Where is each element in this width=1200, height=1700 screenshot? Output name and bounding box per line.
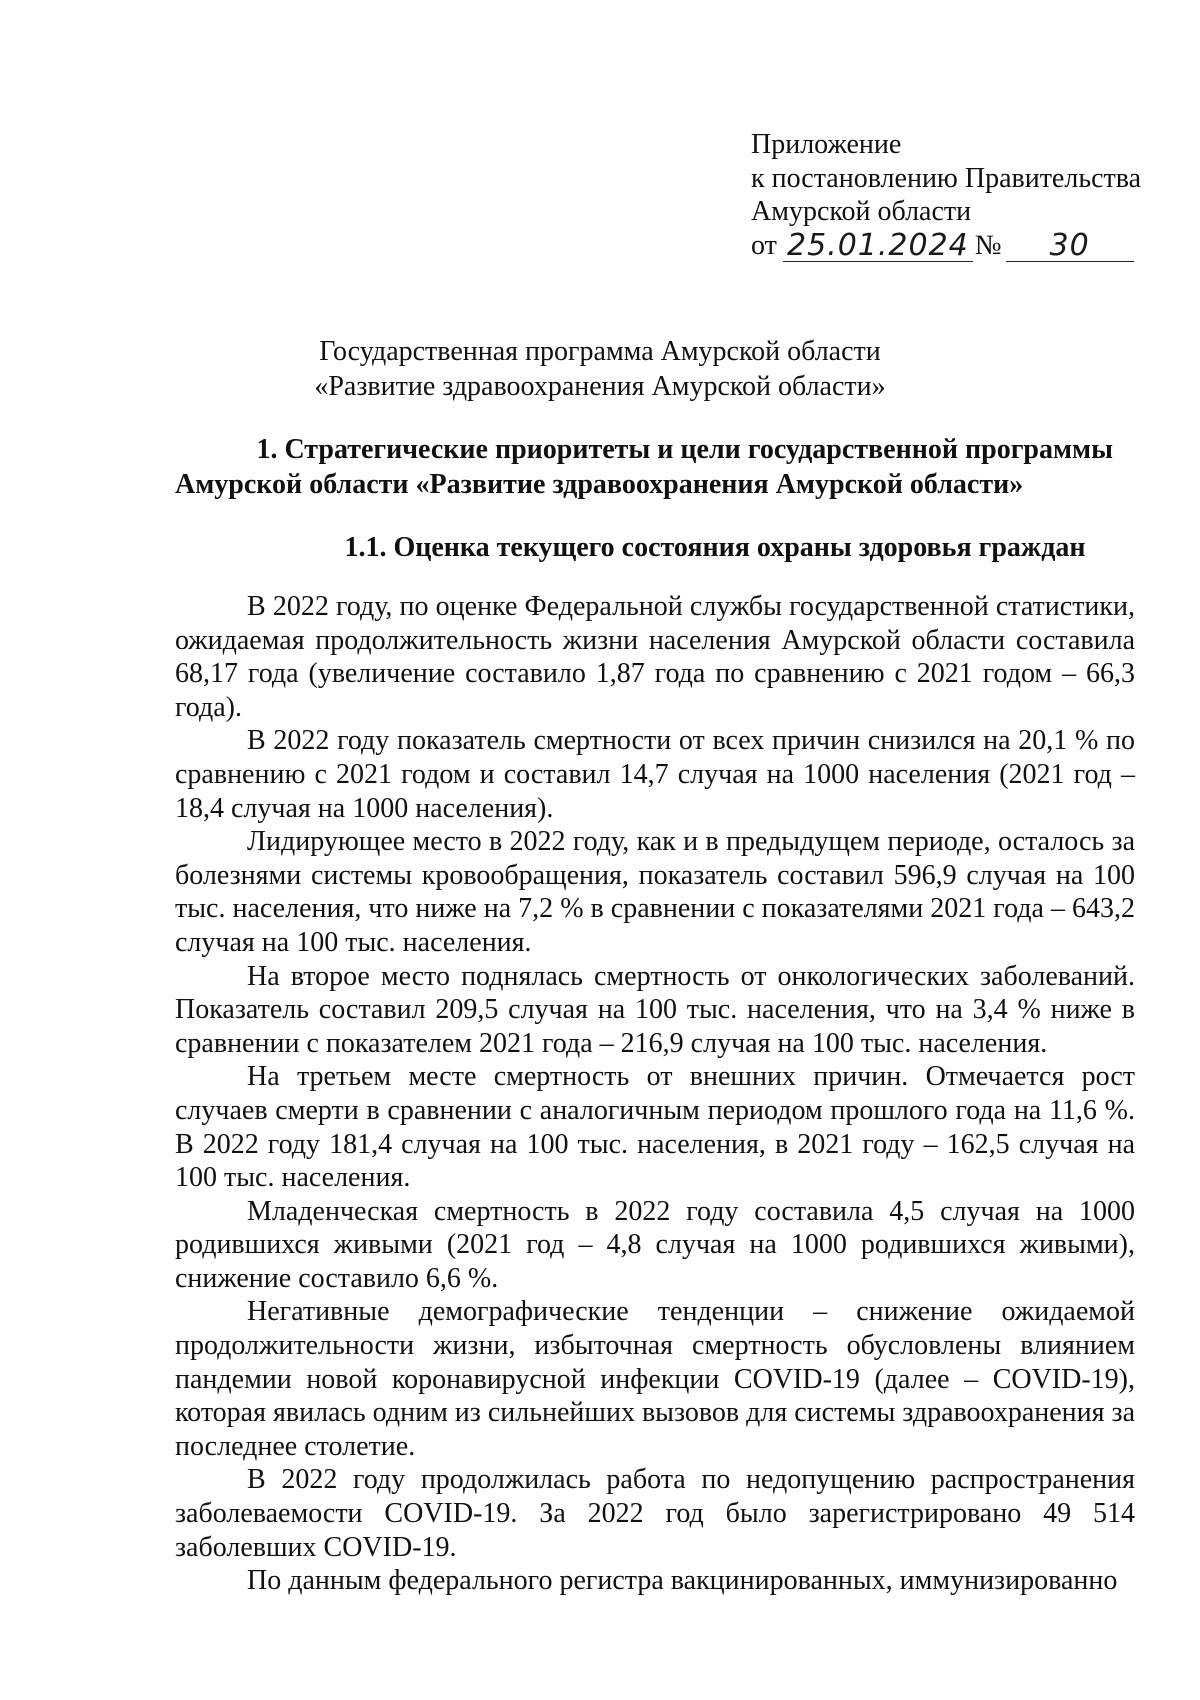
program-title	[0, 334, 1200, 404]
section-heading-line2: Амурской области «Развитие здравоохранения Амурской области»	[175, 469, 1024, 500]
appendix-region-line: Амурской области	[751, 196, 972, 227]
section-heading-line1: 1. Стратегические приоритеты и цели государственной программы	[256, 434, 1113, 465]
handwritten-date: 25.01.2024	[783, 230, 973, 262]
appendix-date-number-line	[751, 229, 1171, 263]
paragraph: В 2022 году продолжилась работа по недопущению распространения заболеваемости COVID-19. За 2022 год было зарегистрировано 49 514 заболевших COVID-19.	[175, 1464, 1135, 1563]
subsection-heading: 1.1. Оценка текущего состояния охраны здоровья граждан	[344, 532, 1086, 563]
paragraph: В 2022 году показатель смертности от всех причин снизился на 20,1 % по сравнению с 2021 годом и составил 14,7 случая на 1000 населения (2021 год – 18,4 случая на 1000 населения).	[175, 725, 1135, 824]
from-prefix: от	[751, 229, 777, 261]
paragraph: Лидирующее место в 2022 году, как и в предыдущем периоде, осталось за болезнями системы кровообращения, показатель составил 596,9 случая на 100 тыс. населения, что ниже на 7,2 % в сравнении с показателями 2021 года – 643,2 случая на 100 тыс. населения.	[175, 826, 1135, 958]
section-heading	[175, 432, 1135, 502]
paragraph: Негативные демографические тенденции – снижение ожидаемой продолжительности жизни, избыточная смертность обусловлены влиянием пандемии новой коронавирусной инфекции COVID-19 (далее – COVID-19), которая явилась одним из сильнейших вызовов для системы здравоохранения за последнее столетие.	[175, 1296, 1135, 1462]
paragraph: На второе место поднялась смертность от онкологических заболеваний. Показатель составил 209,5 случая на 100 тыс. населения, что на 3,4 % ниже в сравнении с показателем 2021 года – 216,9 случая на 100 тыс. населения.	[175, 960, 1135, 1059]
number-sign: №	[974, 229, 1002, 261]
handwritten-number: 30	[1006, 230, 1134, 262]
appendix-block	[751, 128, 1171, 262]
paragraph: По данным федерального регистра вакцинированных, иммунизированно	[247, 1565, 1118, 1597]
paragraph: Младенческая смертность в 2022 году составила 4,5 случая на 1000 родившихся живыми (2021 год – 4,8 случая на 1000 родившихся живыми), снижение составило 6,6 %.	[175, 1195, 1135, 1294]
paragraph: В 2022 году, по оценке Федеральной службы государственной статистики, ожидаемая продолжительность жизни населения Амурской области составила 68,17 года (увеличение составило 1,87 года по сравнению с 2021 годом – 66,3 года).	[175, 591, 1135, 723]
body-text	[175, 590, 1135, 1598]
program-title-line1: Государственная программа Амурской области	[319, 336, 881, 367]
appendix-title: Приложение	[751, 129, 902, 160]
appendix-ref-line: к постановлению Правительства	[751, 162, 1142, 194]
program-title-line2: «Развитие здравоохранения Амурской области»	[314, 371, 886, 402]
paragraph: На третьем месте смертность от внешних причин. Отмечается рост случаев смерти в сравнении с аналогичным периодом прошлого года на 11,6 %. В 2022 году 181,4 случая на 100 тыс. населения, в 2021 году – 162,5 случая на 100 тыс. населения.	[175, 1061, 1135, 1194]
